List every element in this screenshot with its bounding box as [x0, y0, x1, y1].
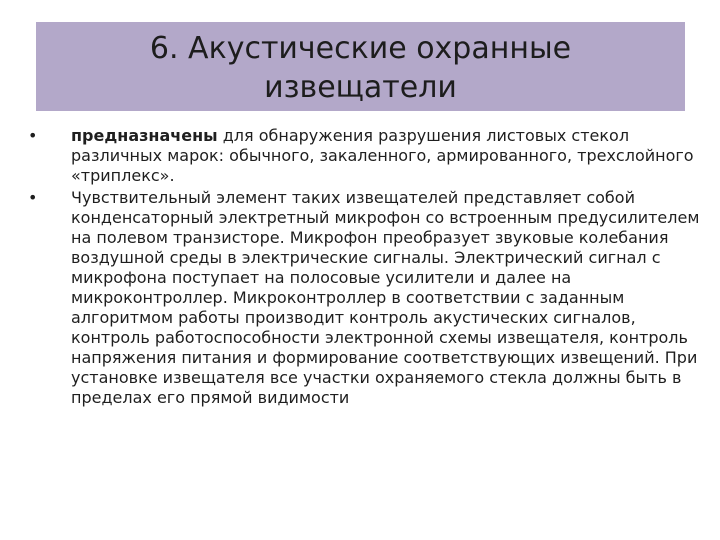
bullet-item-purpose	[28, 126, 700, 186]
bullet-list	[28, 126, 700, 410]
bullet-icon: •	[28, 126, 38, 145]
bullet-text: Чувствительный элемент таких извещателей представляет собой конденсаторный электретный микрофон со встроенным предусилителем на полевом транзисторе. Микрофон преобразует звуковые колебания воздушной среды в электрические сигналы. Электрический сигнал с микрофона поступает на полосовые усилители и далее на микроконтроллер. Микроконтроллер в соответствии с заданным алгоритмом работы производит контроль акустических сигналов, контроль работоспособности электронной схемы извещателя, контроль напряжения питания и формирование соответствующих извещений. При установке извещателя все участки охраняемого стекла должны быть в пределах его прямой видимости	[71, 188, 700, 407]
slide-title: 6. Акустические охранные извещатели	[149, 30, 572, 105]
bullet-item-sensor	[28, 188, 700, 408]
bullet-lead-text: предназначены	[71, 126, 218, 145]
bullet-icon: •	[28, 188, 38, 207]
title-bar	[36, 22, 685, 111]
bullet-text: для обнаружения разрушения листовых стекол различных марок: обычного, закаленного, армированного, трехслойного «триплекс».	[71, 126, 694, 185]
